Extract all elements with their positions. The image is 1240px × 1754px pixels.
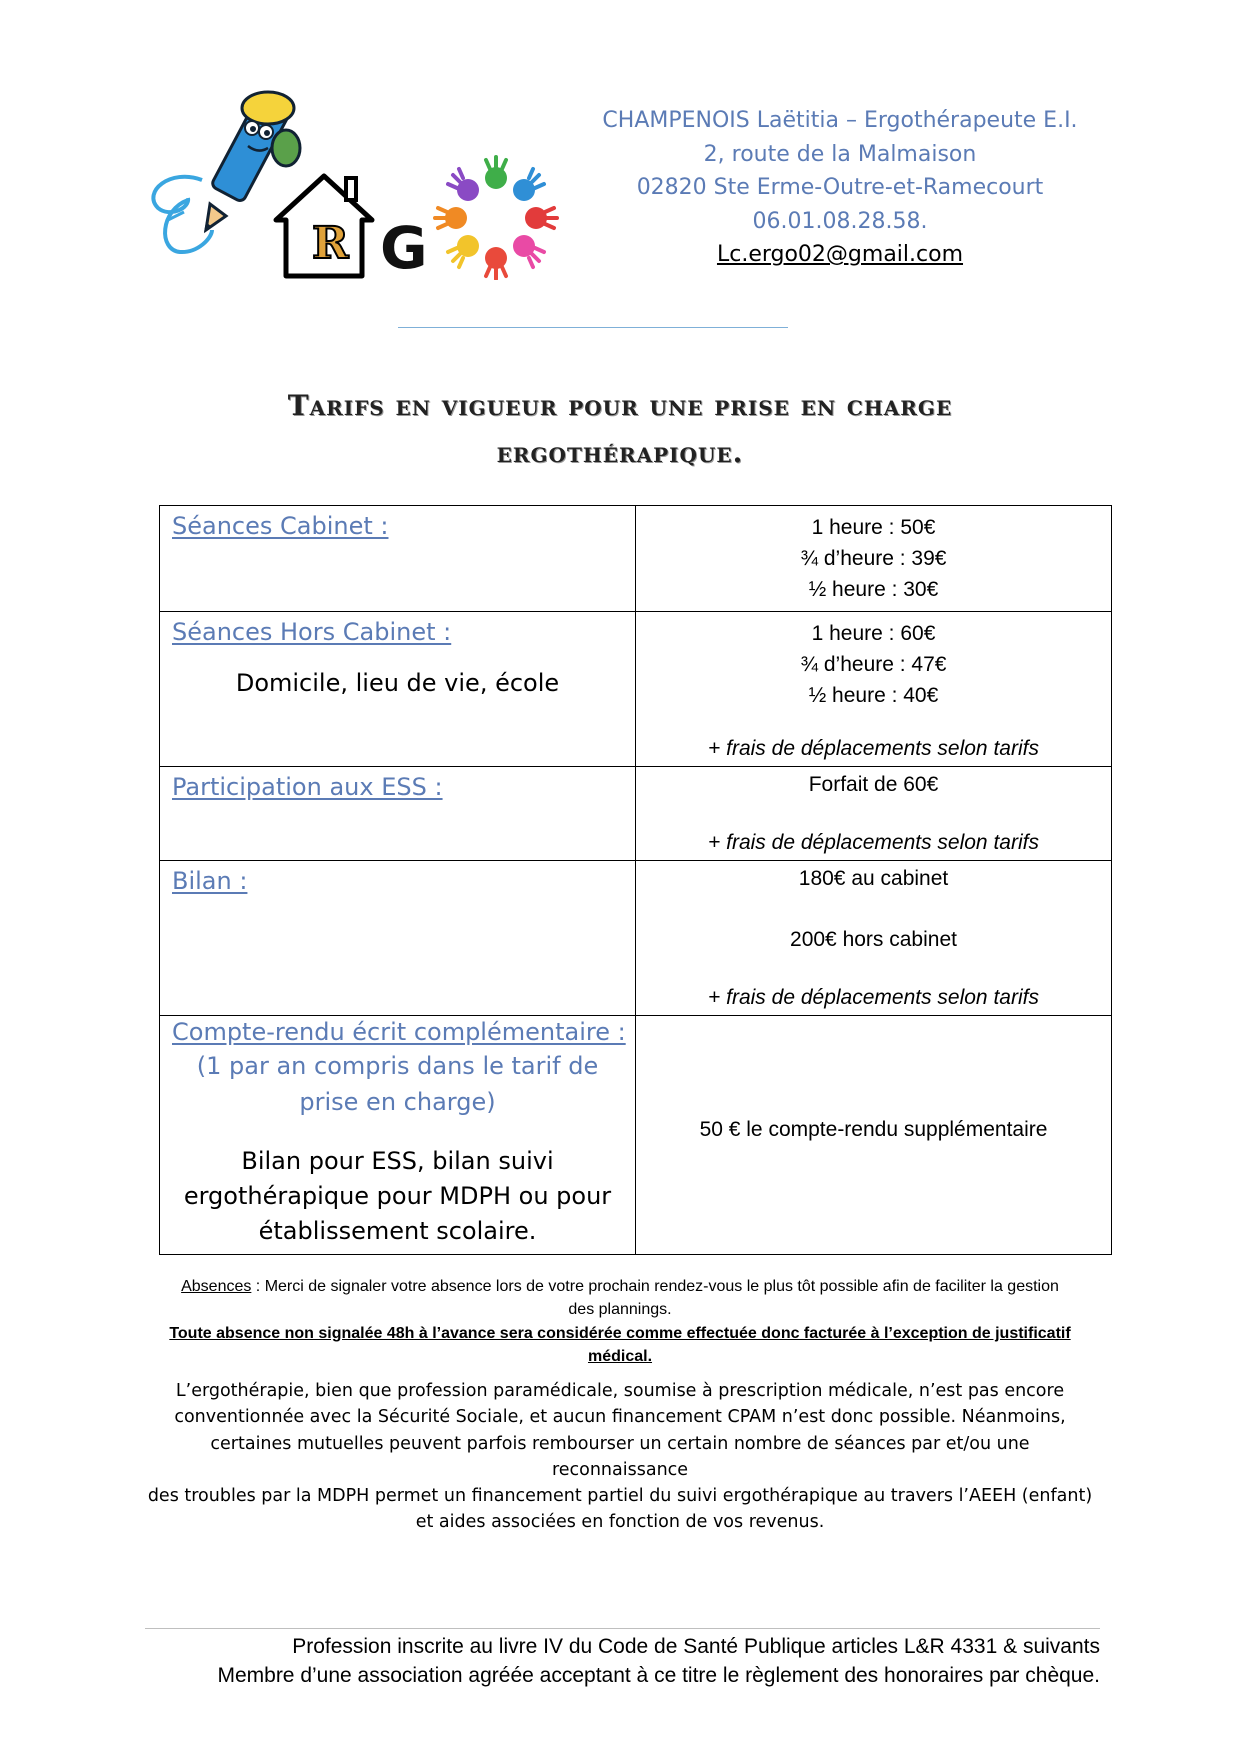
table-row [160, 612, 1112, 767]
svg-text:R: R [312, 218, 349, 269]
ergo-logo [140, 80, 570, 280]
price-line: 1 heure : 50€ [811, 516, 936, 539]
table-cell-label [160, 506, 636, 612]
house-icon [276, 176, 372, 276]
table-row [160, 1016, 1112, 1255]
row-sub-compte-rendu: prise en charge) [299, 1088, 496, 1116]
row-label-bilan: Bilan : [172, 867, 248, 895]
paragraph-line: des troubles par la MDPH permet un financement partiel du suivi ergothérapique au travers l’AEEH (enfant) [147, 1486, 1093, 1507]
absences-label: Absences [181, 1278, 252, 1295]
row-label-participation-ess: Participation aux ESS : [172, 773, 443, 801]
footer-separator [145, 1628, 1100, 1629]
price-line: Forfait de 60€ [808, 773, 939, 796]
price-line: 200€ hors cabinet [790, 928, 957, 951]
footer-line: Profession inscrite au livre IV du Code de Santé Publique articles L&R 4331 & suivants [292, 1635, 1100, 1658]
table-row [160, 861, 1112, 1016]
row-label-seances-cabinet: Séances Cabinet : [172, 512, 389, 540]
price-line: 50 € le compte-rendu supplémentaire [699, 1117, 1048, 1141]
logo-letter-e [153, 177, 212, 252]
paragraph-line: et aides associées en fonction de vos revenus. [415, 1512, 825, 1533]
table-cell-price [636, 1016, 1112, 1255]
absences-notice [145, 1275, 1095, 1321]
absences-warning-line: Toute absence non signalée 48h à l’avance sera considérée comme effectuée donc facturée à l’exception de justificatif [169, 1325, 1071, 1342]
row-label-compte-rendu: Compte-rendu écrit complémentaire : [172, 1018, 626, 1046]
table-cell-price [636, 767, 1112, 861]
contact-city: 02820 Ste Erme-Outre-et-Ramecourt [636, 175, 1044, 200]
table-cell-price [636, 861, 1112, 1016]
contact-email-link[interactable]: Lc.ergo02@gmail.com [716, 242, 964, 267]
row-note-bilan-ess: ergothérapique pour MDPH ou pour [183, 1182, 612, 1210]
row-note-domicile: Domicile, lieu de vie, école [235, 669, 560, 697]
price-line: 180€ au cabinet [798, 867, 949, 890]
table-cell-label [160, 612, 636, 767]
absences-warning [145, 1322, 1095, 1368]
table-cell-label [160, 861, 636, 1016]
table-cell-price [636, 506, 1112, 612]
price-line: ½ heure : 30€ [808, 578, 939, 601]
absences-warning-line: médical. [587, 1348, 653, 1365]
footer-line: Membre d’une association agréée acceptant à ce titre le règlement des honoraires par chèque. [217, 1664, 1100, 1687]
page-title [150, 382, 1090, 476]
contact-phone: 06.01.08.28.58. [752, 208, 928, 234]
contact-name: CHAMPENOIS Laëtitia – Ergothérapeute E.I. [602, 108, 1078, 133]
paragraph-line: certaines mutuelles peuvent parfois rembourser un certain nombre de séances par et/ou une reconnaissance [210, 1433, 1030, 1480]
row-label-seances-hors-cabinet: Séances Hors Cabinet : [172, 618, 452, 646]
paragraph-line: conventionnée avec la Sécurité Sociale, et aucun financement CPAM n’est donc possible. Néanmoins, [174, 1407, 1066, 1428]
page-title-line-1: Tarifs en vigueur pour une prise en charge [287, 389, 953, 422]
colorful-hands-circle-icon [435, 157, 557, 279]
page-footer [145, 1632, 1100, 1690]
table-cell-price [636, 612, 1112, 767]
travel-fees-note: + frais de déplacements selon tarifs [708, 831, 1039, 854]
paragraph-line: L’ergothérapie, bien que profession paramédicale, soumise à prescription médicale, n’est pas encore [175, 1381, 1065, 1401]
price-line: ¾ d’heure : 39€ [800, 547, 947, 570]
row-sub-compte-rendu: (1 par an compris dans le tarif de [196, 1052, 599, 1080]
table-row [160, 506, 1112, 612]
travel-fees-note: + frais de déplacements selon tarifs [708, 986, 1039, 1009]
table-cell-label [160, 1016, 636, 1255]
absences-text: des plannings. [568, 1301, 672, 1318]
contact-block [580, 104, 1100, 272]
cpam-info-paragraph [140, 1378, 1100, 1536]
absences-text: : Merci de signaler votre absence lors de votre prochain rendez-vous le plus tôt possible afin de faciliter la gestion [251, 1278, 1059, 1295]
contact-address: 2, route de la Malmaison [703, 141, 977, 167]
header-separator [398, 327, 788, 328]
table-cell-label [160, 767, 636, 861]
price-line: 1 heure : 60€ [811, 622, 936, 645]
page-title-line-2: ergothérapique. [496, 436, 744, 469]
row-note-bilan-ess: établissement scolaire. [258, 1217, 537, 1245]
tarifs-table [159, 505, 1112, 1255]
price-line: ½ heure : 40€ [808, 684, 939, 707]
row-note-bilan-ess: Bilan pour ESS, bilan suivi [241, 1147, 554, 1175]
price-line: ¾ d’heure : 47€ [800, 653, 947, 676]
travel-fees-note: + frais de déplacements selon tarifs [708, 737, 1039, 760]
logo-letter-g: G [380, 214, 428, 280]
table-row [160, 767, 1112, 861]
